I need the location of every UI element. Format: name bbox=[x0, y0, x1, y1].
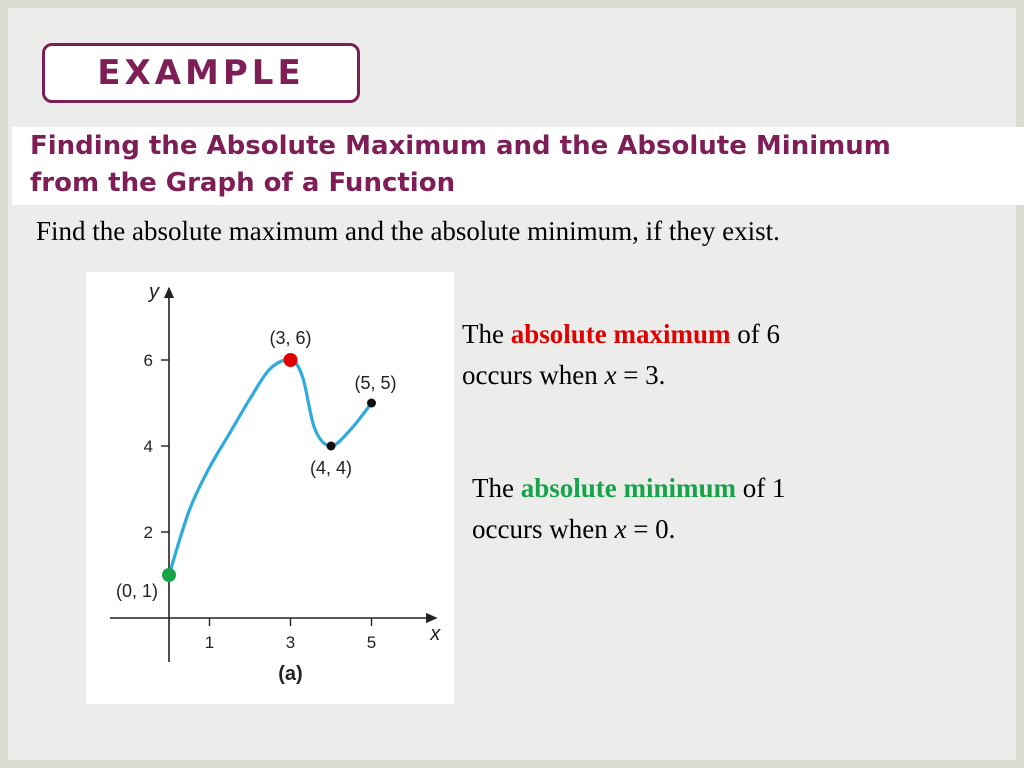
graph-panel bbox=[86, 272, 454, 704]
x-axis-label: x bbox=[430, 623, 441, 645]
point-3-6 bbox=[284, 353, 298, 367]
heading-line-2: from the Graph of a Function bbox=[30, 168, 456, 198]
max-variable: x bbox=[604, 360, 617, 390]
y-tick-label: 4 bbox=[143, 437, 153, 456]
min-occurs: occurs when bbox=[472, 514, 615, 544]
graph-caption: (a) bbox=[278, 663, 303, 685]
example-label: EXAMPLE bbox=[97, 53, 305, 93]
max-occurs: occurs when bbox=[462, 360, 605, 390]
point-label: (3, 6) bbox=[269, 328, 312, 348]
point-label: (0, 1) bbox=[115, 581, 159, 601]
absolute-minimum-keyword: absolute minimum bbox=[520, 473, 737, 503]
x-tick-label: 1 bbox=[204, 633, 215, 652]
y-tick-label: 6 bbox=[143, 351, 153, 370]
min-x-value: = 0. bbox=[626, 514, 676, 544]
max-pre: The bbox=[462, 319, 511, 349]
min-variable: x bbox=[614, 514, 627, 544]
point-label: (5, 5) bbox=[354, 373, 397, 393]
min-value: of 1 bbox=[736, 473, 786, 503]
absolute-minimum-statement bbox=[472, 468, 902, 550]
point-4-4 bbox=[327, 442, 336, 451]
y-axis-label: y bbox=[149, 281, 159, 303]
example-badge bbox=[42, 43, 360, 103]
min-pre: The bbox=[472, 473, 521, 503]
x-tick-label: 3 bbox=[285, 633, 296, 652]
absolute-maximum-statement bbox=[462, 314, 892, 396]
point-0-1 bbox=[162, 568, 176, 582]
function-graph bbox=[86, 272, 454, 704]
heading-line-1: Finding the Absolute Maximum and the Absolute Minimum bbox=[30, 131, 891, 161]
max-x-value: = 3. bbox=[616, 360, 666, 390]
problem-prompt: Find the absolute maximum and the absolute minimum, if they exist. bbox=[36, 216, 780, 246]
y-tick-label: 2 bbox=[143, 523, 153, 542]
x-tick-label: 5 bbox=[366, 633, 377, 652]
absolute-maximum-keyword: absolute maximum bbox=[510, 319, 731, 349]
point-label: (4, 4) bbox=[309, 458, 353, 478]
point-5-5 bbox=[367, 399, 376, 408]
max-value: of 6 bbox=[730, 319, 780, 349]
slide-heading bbox=[30, 128, 1010, 202]
